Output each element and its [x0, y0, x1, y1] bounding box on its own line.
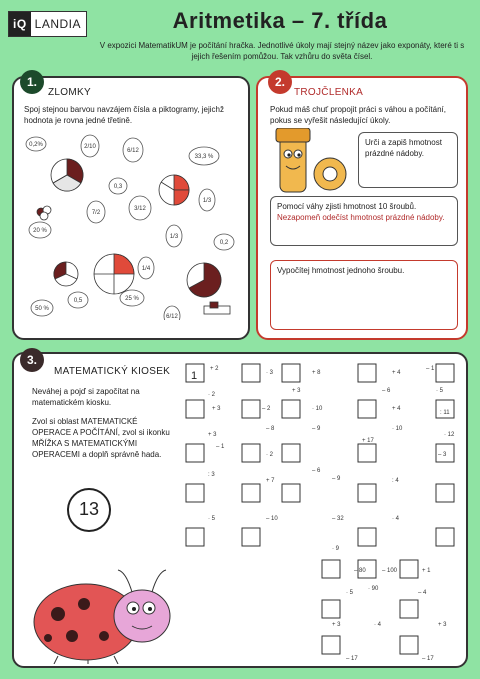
grid-op-43: – 17	[422, 656, 434, 662]
grid-box-4[interactable]	[436, 364, 454, 382]
grid-box-29[interactable]	[322, 636, 340, 654]
grid-box-13[interactable]	[358, 444, 376, 462]
task-one-screw	[270, 260, 458, 330]
grid-op-26: : 4	[392, 478, 399, 484]
grid-op-16: – 9	[312, 426, 321, 432]
grid-op-6: + 3	[292, 388, 301, 394]
fraction-tile-6: 7/2	[91, 210, 101, 216]
grid-box-16[interactable]	[242, 484, 260, 502]
fractions-area	[14, 130, 248, 320]
fraction-tile-8: 20 %	[33, 228, 47, 234]
grid-start-number: 1	[191, 370, 198, 382]
grid-op-23: : 3	[208, 472, 215, 478]
fraction-tile-11: 1/4	[141, 266, 151, 272]
grid-box-8[interactable]	[358, 400, 376, 418]
fraction-tile-9: 1/3	[169, 234, 179, 240]
grid-box-30[interactable]	[400, 636, 418, 654]
grid-box-24[interactable]	[322, 560, 340, 578]
grid-box-23[interactable]	[436, 528, 454, 546]
grid-op-27: – 9	[332, 476, 341, 482]
grid-box-27[interactable]	[322, 600, 340, 618]
grid-op-17: · 10	[392, 426, 403, 432]
grid-op-40: · 4	[374, 622, 382, 628]
fraction-tile-3: 33,3 %	[194, 154, 214, 160]
grid-box-11[interactable]	[242, 444, 260, 462]
grid-box-22[interactable]	[358, 528, 376, 546]
grid-op-5: · 2	[208, 392, 216, 398]
section2-number: 2.	[268, 70, 292, 94]
fraction-tile-1: 2/10	[84, 144, 96, 150]
grid-op-8: · 5	[436, 388, 444, 394]
fraction-tile-15: 6/12	[166, 314, 178, 320]
grid-op-39: + 3	[332, 622, 341, 628]
task2-line1: Pomocí váhy zjisti hmotnost 10 šroubů.	[277, 202, 417, 211]
grid-box-3[interactable]	[358, 364, 376, 382]
grid-box-17[interactable]	[282, 484, 300, 502]
task-empty-container	[358, 132, 458, 188]
grid-op-37: · 5	[346, 590, 354, 596]
grid-op-28: · 5	[208, 516, 216, 522]
grid-op-7: – 6	[382, 388, 391, 394]
fraction-tile-10: 0,2	[219, 240, 229, 246]
grid-op-36: · 90	[368, 586, 379, 592]
grid-op-9: + 3	[212, 406, 221, 412]
fraction-tile-2: 6/12	[127, 148, 139, 154]
section-kiosek	[12, 352, 468, 668]
section1-text: Spoj stejnou barvou navzájem čísla a piktogramy, jejichž hodnota je rovna jedné třetině.	[24, 105, 224, 125]
grid-box-10[interactable]	[186, 444, 204, 462]
grid-op-0: + 2	[210, 366, 219, 372]
bolt-mascot-icon	[268, 128, 354, 200]
grid-op-20: · 2	[266, 452, 274, 458]
section1-number: 1.	[20, 70, 44, 94]
iqlandia-logo	[8, 11, 87, 37]
grid-box-7[interactable]	[282, 400, 300, 418]
grid-box-6[interactable]	[242, 400, 260, 418]
grid-op-29: – 32	[332, 516, 344, 522]
grid-box-2[interactable]	[282, 364, 300, 382]
grid-op-30: – 10	[266, 516, 278, 522]
grid-op-25: + 7	[266, 478, 275, 484]
grid-op-35: + 1	[422, 568, 431, 574]
grid-box-20[interactable]	[186, 528, 204, 546]
section2-text: Pokud máš chuť propojit práci s váhou a počítání, pokus se vyřešit následující úkoly.	[270, 105, 446, 125]
logo-landia: LANDIA	[34, 17, 82, 31]
intro-text: V expozici MatematikUM je počítání hračka. Jednotlivé úkoly mají stejný název jako exponáty, které ti s jejich řešením pomůžou. Tak vzhůru do světa čísel.	[99, 41, 465, 61]
grid-box-21[interactable]	[242, 528, 260, 546]
section1-title: ZLOMKY	[48, 87, 91, 98]
grid-op-21: + 17	[362, 438, 374, 444]
fraction-tile-5: 1/3	[202, 198, 212, 204]
grid-box-1[interactable]	[242, 364, 260, 382]
grid-box-26[interactable]	[400, 560, 418, 578]
grid-box-18[interactable]	[358, 484, 376, 502]
fraction-tile-7: 3/12	[134, 206, 146, 212]
grid-op-41: + 3	[438, 622, 447, 628]
snake-grid	[182, 360, 462, 666]
grid-op-32: · 9	[332, 546, 340, 552]
grid-box-15[interactable]	[186, 484, 204, 502]
fraction-tile-14: 50 %	[35, 306, 49, 312]
fraction-tile-4: 0,3	[113, 184, 123, 190]
grid-box-12[interactable]	[282, 444, 300, 462]
section3-number: 3.	[20, 348, 44, 372]
grid-op-19: – 1	[216, 444, 225, 450]
section-trojclenka	[256, 76, 468, 340]
grid-box-28[interactable]	[400, 600, 418, 618]
grid-op-11: · 10	[312, 406, 323, 412]
grid-op-13: : 11	[440, 410, 450, 416]
task3-text: Vypočítej hmotnost jednoho šroubu.	[277, 266, 405, 275]
grid-op-38: – 4	[418, 590, 427, 596]
grid-box-19[interactable]	[436, 484, 454, 502]
grid-op-4: – 1	[426, 366, 435, 372]
page-title: Aritmetika – 7. třída	[172, 8, 388, 33]
section3-title: MATEMATICKÝ KIOSEK	[54, 366, 171, 377]
fraction-tile-13: 25 %	[125, 296, 139, 302]
big-number: 13	[78, 499, 100, 519]
task1-text: Urči a zapiš hmotnost prázdné nádoby.	[365, 138, 442, 158]
section3-text2: Zvol si oblast MATEMATICKÉ OPERACE A POČÍTÁNÍ, zvol si ikonku MŘÍŽKA S MATEMATICKÝMI OPERACEMI a doplň správně hada.	[32, 417, 170, 459]
grid-op-3: + 4	[392, 370, 401, 376]
task-ten-screws	[270, 196, 458, 246]
section-zlomky	[12, 76, 250, 340]
grid-op-12: + 4	[392, 406, 401, 412]
grid-op-34: – 100	[382, 568, 398, 574]
fraction-tile-0: 0,2%	[29, 142, 43, 148]
ladybug-icon	[28, 564, 178, 664]
logo-iq: iQ	[9, 12, 31, 36]
grid-op-14: + 3	[208, 432, 217, 438]
grid-op-31: · 4	[392, 516, 400, 522]
grid-op-22: – 3	[438, 452, 447, 458]
fraction-tile-12: 0,5	[73, 298, 83, 304]
grid-op-24: – 6	[312, 468, 321, 474]
section3-text1: Neváhej a pojď si započítat na matematickém kiosku.	[32, 387, 140, 407]
grid-op-10: – 2	[262, 406, 271, 412]
grid-box-5[interactable]	[186, 400, 204, 418]
grid-op-18: · 12	[444, 432, 455, 438]
grid-op-1: · 3	[266, 370, 274, 376]
grid-op-15: – 8	[266, 426, 275, 432]
grid-op-2: + 8	[312, 370, 321, 376]
grid-op-33: – 80	[354, 568, 366, 574]
grid-op-42: – 17	[346, 656, 358, 662]
task2-line2: Nezapomeň odečíst hmotnost prázdné nádoby.	[277, 213, 445, 222]
section2-title: TROJČLENKA	[294, 87, 364, 98]
